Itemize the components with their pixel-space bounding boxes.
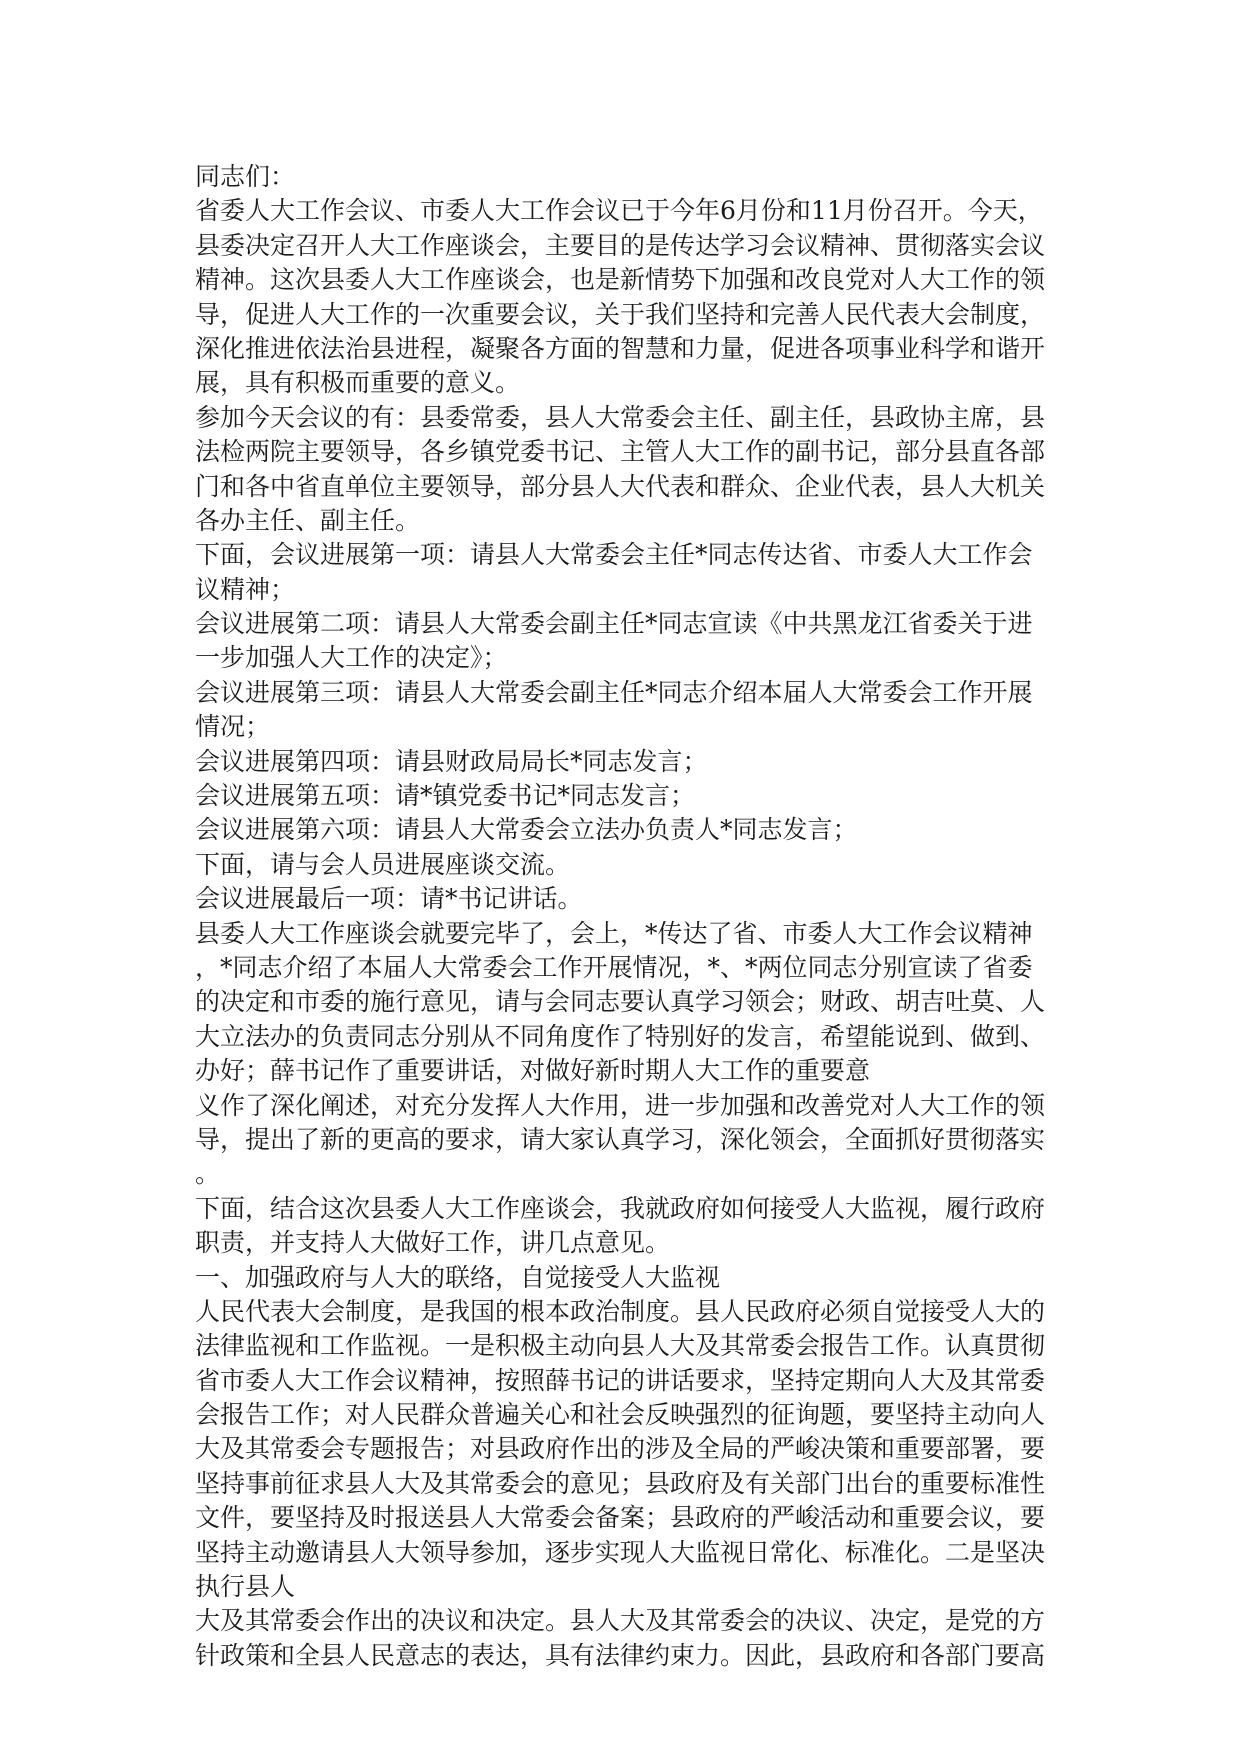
text-line: 会议进展最后一项：请*书记讲话。 (195, 884, 583, 914)
text-line: 的决定和市委的施行意见，请与会同志要认真学习领会；财政、胡吉吐莫、人 (195, 987, 1045, 1017)
text-line: 法检两院主要领导，各乡镇党委书记、主管人大工作的副书记，部分县直各部 (195, 437, 1045, 467)
text-line: 省市委人大工作会议精神，按照薛书记的讲话要求，坚持定期向人大及其常委 (195, 1365, 1045, 1395)
text-line: 展，具有积极而重要的意义。 (195, 368, 521, 398)
text-line: 下面，会议进展第一项：请县人大常委会主任*同志传达省、市委人大工作会 (195, 540, 1033, 570)
text-line: 。 (195, 1159, 221, 1189)
text-line: 大立法办的负责同志分别从不同角度作了特别好的发言，希望能说到、做到、 (195, 1021, 1045, 1051)
text-line: 会议进展第二项：请县人大常委会副主任*同志宣读《中共黑龙江省委关于进 (195, 609, 1033, 639)
text-line: 同志们： (195, 162, 296, 191)
text-line: 会报告工作；对人民群众普遍关心和社会反映强烈的征询题，要坚持主动向人 (195, 1400, 1045, 1430)
text-line: 大及其常委会专题报告；对县政府作出的涉及全局的严峻决策和重要部署，要 (195, 1434, 1045, 1464)
text-line: 针政策和全县人民意志的表达，具有法律约束力。因此，县政府和各部门要高 (195, 1640, 1045, 1670)
text-line: 坚持事前征求县人大及其常委会的意见；县政府及有关部门出台的重要标准性 (195, 1468, 1045, 1498)
text-line: 一步加强人大工作的决定》； (195, 643, 508, 673)
text-line: 会议进展第六项：请县人大常委会立法办负责人*同志发言； (195, 815, 858, 845)
text-line: 精神。这次县委人大工作座谈会，也是新情势下加强和改良党对人大工作的领 (195, 265, 1045, 295)
text-line: 法律监视和工作监视。一是积极主动向县人大及其常委会报告工作。认真贯彻 (195, 1331, 1045, 1361)
text-line: 坚持主动邀请县人大领导参加，逐步实现人大监视日常化、标准化。二是坚决 (195, 1537, 1045, 1567)
text-line: 参加今天会议的有：县委常委，县人大常委会主任、副主任，县政协主席，县 (195, 402, 1045, 432)
text-line: 议精神； (195, 574, 296, 604)
text-line: 省委人大工作会议、市委人大工作会议已于今年6月份和11月份召开。今天， (195, 196, 1043, 226)
text-line: 各办主任、副主任。 (195, 505, 421, 535)
text-line: 会议进展第四项：请县财政局局长*同志发言； (195, 746, 708, 776)
section-heading: 一、加强政府与人大的联络，自觉接受人大监视 (195, 1262, 721, 1292)
text-line: 职责，并支持人大做好工作，讲几点意见。 (195, 1228, 671, 1258)
text-line: 导，提出了新的更高的要求，请大家认真学习，深化领会，全面抓好贯彻落实 (195, 1124, 1045, 1154)
text-line: 人民代表大会制度，是我国的根本政治制度。县人民政府必须自觉接受人大的 (195, 1296, 1045, 1326)
text-line: 县委决定召开人大工作座谈会，主要目的是传达学习会议精神、贯彻落实会议 (195, 230, 1045, 260)
text-line: 会议进展第五项：请*镇党委书记*同志发言； (195, 781, 696, 811)
text-line: 下面，请与会人员进展座谈交流。 (195, 849, 571, 879)
text-line: ，*同志介绍了本届人大常委会工作开展情况，*、*两位同志分别宣读了省委 (195, 952, 1033, 982)
text-line: 大及其常委会作出的决议和决定。县人大及其常委会的决议、决定，是党的方 (195, 1606, 1045, 1636)
text-line: 执行县人 (195, 1572, 296, 1602)
text-line: 下面，结合这次县委人大工作座谈会，我就政府如何接受人大监视，履行政府 (195, 1193, 1045, 1223)
body-text (195, 160, 1045, 1673)
text-line: 门和各中省直单位主要领导，部分县人大代表和群众、企业代表，县人大机关 (195, 471, 1045, 501)
text-line: 文件，要坚持及时报送县人大常委会备案；县政府的严峻活动和重要会议，要 (195, 1503, 1045, 1533)
text-line: 义作了深化阐述，对充分发挥人大作用，进一步加强和改善党对人大工作的领 (195, 1090, 1045, 1120)
text-line: 会议进展第三项：请县人大常委会副主任*同志介绍本届人大常委会工作开展 (195, 677, 1033, 707)
text-line: 导，促进人大工作的一次重要会议，关于我们坚持和完善人民代表大会制度， (195, 299, 1045, 329)
text-line: 情况； (195, 712, 271, 742)
text-line: 县委人大工作座谈会就要完毕了，会上，*传达了省、市委人大工作会议精神 (195, 918, 1033, 948)
text-line: 深化推进依法治县进程，凝聚各方面的智慧和力量，促进各项事业科学和谐开 (195, 333, 1045, 363)
text-line: 办好；薛书记作了重要讲话，对做好新时期人大工作的重要意 (195, 1056, 871, 1086)
